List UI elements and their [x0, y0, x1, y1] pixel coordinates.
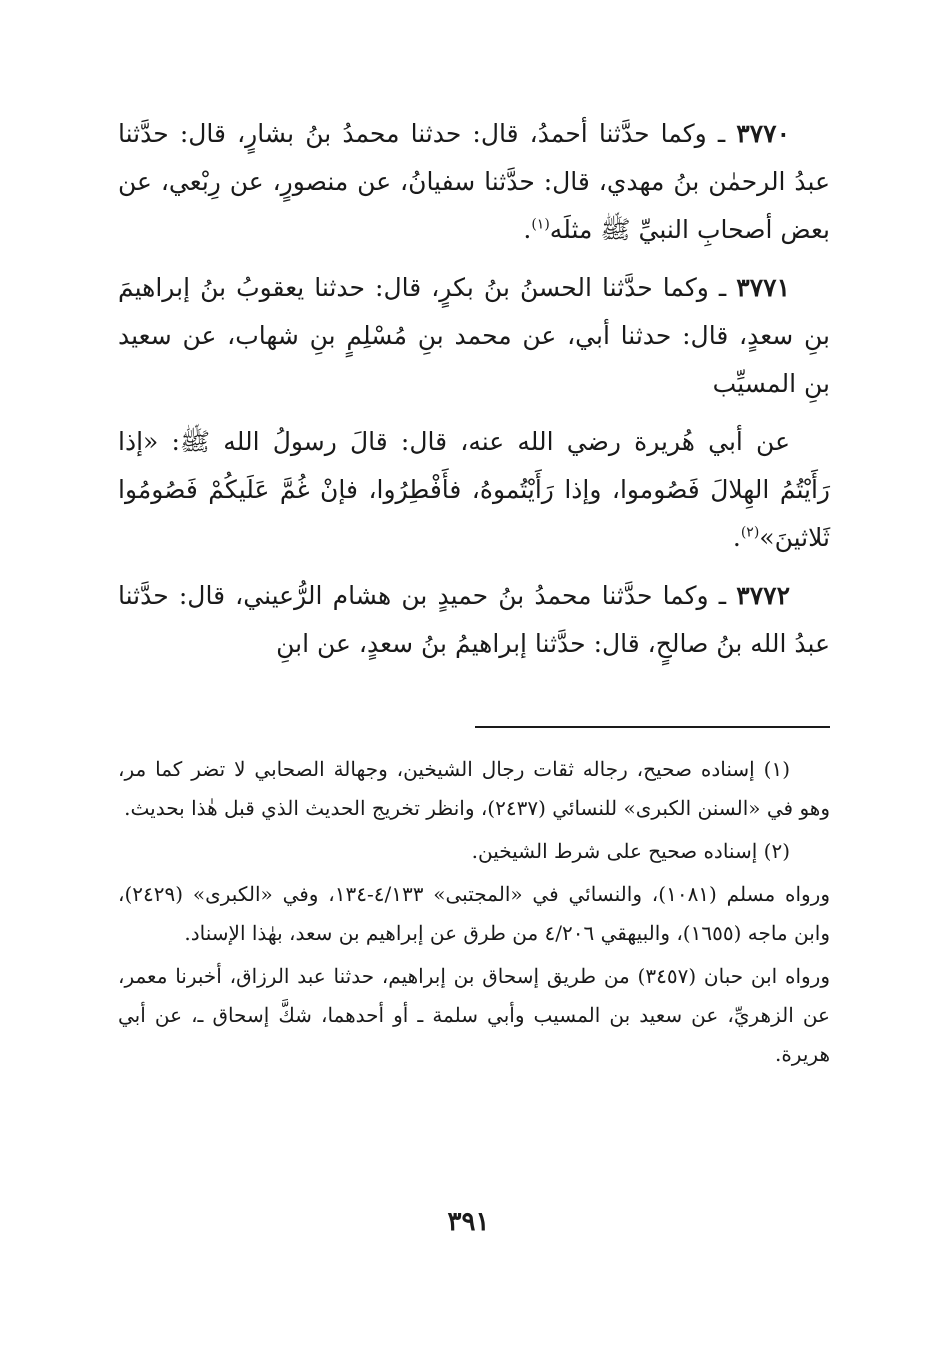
hadith-3770	[118, 110, 830, 254]
hadith-3772	[118, 572, 830, 668]
sentence-end: .	[732, 523, 741, 552]
hadith-3771	[118, 264, 830, 408]
footnote-2-continued: ورواه مسلم (١٠٨١)، والنسائي في «المجتبى» ٤/١٣٣-١٣٤، وفي «الكبرى» (٢٤٢٩)، وابن ماجه (١٦٥٥)، والبيهقي ٤/٢٠٦ من طرق عن إبراهيم بن سعد، بهٰذا الإسناد.	[118, 882, 830, 945]
hadith-text: ـ وكما حدَّثنا أحمدُ، قال: حدثنا محمدُ بنُ بشارٍ، قال: حدَّثنا عبدُ الرحمٰن بنُ مهدي، قال: حدَّثنا سفيانُ، عن منصورٍ، عن رِبْعي، عن بعض أصحابِ النبيِّ ﷺ مثلَه	[118, 119, 830, 244]
hadith-text: ـ وكما حدَّثنا الحسنُ بنُ بكرٍ، قال: حدثنا يعقوبُ بنُ إبراهيمَ بنِ سعدٍ، قال: حدثنا أبي، عن محمد بنِ مُسْلِمٍ بنِ شهاب، عن سعيد بنِ المسيِّب	[118, 273, 830, 398]
page-number: ٣٩١	[447, 1207, 490, 1237]
hadith-matn-text: عن أبي هُريرة رضي الله عنه، قال: قالَ رسولُ الله ﷺ: «إذا رَأَيْتُمُ الهِلالَ فَصُوموا، وإذا رَأَيْتُموهُ، فأَفْطِرُوا، فإنْ غُمَّ عَلَيكُمْ فَصُومُوا ثَلاثينَ»	[118, 427, 830, 552]
hadith-number: ٣٧٧١	[736, 273, 790, 302]
footnote-2-continued-2: ورواه ابن حبان (٣٤٥٧) من طريق إسحاق بن إبراهيم، حدثنا عبد الرزاق، أخبرنا معمر، عن الزهريِّ، عن سعيد بن المسيب وأبي سلمة ـ أو أحدهما، شكَّ إسحاق ـ، عن أبي هريرة.	[118, 964, 830, 1066]
footnote-2: (٢) إسناده صحيح على شرط الشيخين.	[471, 839, 790, 863]
hadith-number: ٣٧٧٢	[736, 581, 790, 610]
footnotes	[118, 750, 830, 1078]
sentence-end: .	[523, 215, 532, 244]
footnote-1: (١) إسناده صحيح، رجاله ثقات رجال الشيخين، وجهالة الصحابي لا تضر كما مر، وهو في «السنن الكبرى» للنسائي (٢٤٣٧)، وانظر تخريج الحديث الذي قبل هٰذا بحديث.	[118, 757, 830, 820]
hadith-text: ـ وكما حدَّثنا محمدُ بنُ حميدٍ بن هشام الرُّعيني، قال: حدَّثنا عبدُ الله بنُ صالحٍ، قال: حدَّثنا إبراهيمُ بنُ سعدٍ، عن ابنِ	[118, 581, 830, 658]
main-text	[118, 110, 830, 678]
footnote-divider	[475, 726, 830, 728]
hadith-3771-matn	[118, 418, 830, 562]
hadith-number: ٣٧٧٠	[736, 119, 790, 148]
footnote-ref: (٢)	[740, 524, 760, 541]
footnote-ref: (١)	[531, 216, 550, 233]
